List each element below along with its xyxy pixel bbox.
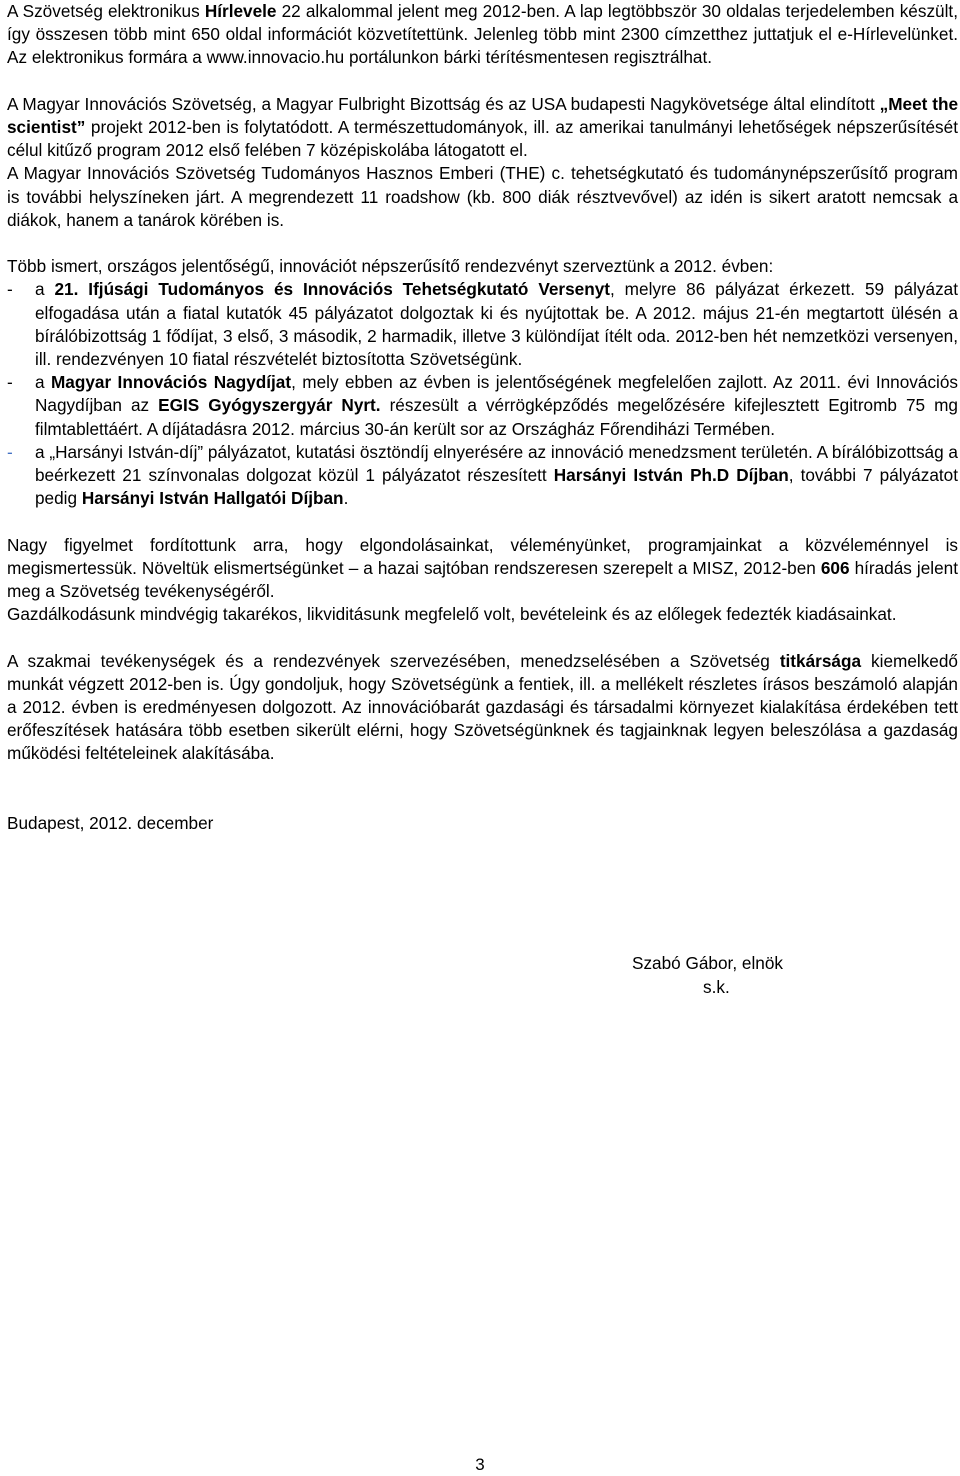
signature-sk: s.k. [703,977,730,997]
news-count: 606 [820,557,850,578]
text: , további 7 pályázatot pedig [35,465,958,509]
text: A Szövetség elektronikus [7,1,205,21]
document-page [7,0,958,835]
text: a [35,372,51,393]
place-date: Budapest, 2012. december [7,812,214,833]
page-number: 3 [475,1455,485,1474]
text: . [343,488,349,509]
event-name: 21. Ifjúsági Tudományos és Innovációs Tehetségkutató Versenyt [54,279,610,300]
paragraph-finances: Gazdálkodásunk mindvégig takarékos, likviditásunk megfelelő volt, bevételeink és az előlegek fedezték kiadásainkat. [7,604,897,625]
paragraph-publicity [7,534,958,604]
event-name: Magyar Innovációs Nagydíjat [50,372,292,393]
text: híradás jelent meg a Szövetség tevékenységéről. [7,557,958,602]
text: kiemelkedő munkát végzett 2012-ben is. Úgy gondoljuk, hogy Szövetségünk a fentiek, ill. a mellékelt részletes írásos beszámoló alapján a 2012. évben is eredményesen dolgozott. Az innovációbarát gazdasági és társadalmi környezet kialakítása érdekében tett erőfeszítések hatására több esetben sikerült elérni, hogy Szövetségünknek és tagjainknak legyen beleszólása a gazdaság működési feltételeinek alakításába. [7,650,958,764]
award-name: Harsányi István Ph.D Díjban [553,465,789,486]
paragraph-gap [7,70,958,93]
text: a [35,279,55,300]
paragraph-secretariat [7,650,958,766]
paragraph-gap [7,232,958,255]
paragraph-the-program: A Magyar Innovációs Szövetség Tudományos Hasznos Emberi (THE) c. tehetségkutató és tudománynépszerűsítő program is további helyszíneken járt. A megrendezett 11 roadshow (kb. 800 diák résztvevővel) az idén is sikert aratott nemcsak a diákok, hanem a tanárok körében is. [7,163,958,230]
text: a „Harsányi István-díj” pályázatot, kutatási ösztöndíj elnyerésére az innováció menedzsment területén. A bírálóbizottság a beérkezett 21 színvonalas dolgozat közül 1 pályázatot részesített [35,441,958,486]
text: A Magyar Innovációs Szövetség, a Magyar Fulbright Bizottság és az USA budapesti Nagykövetsége által elindított [7,93,880,114]
list-dash: - [7,441,13,462]
project-name: „Meet the scientist” [7,93,959,137]
award-name: Harsányi István Hallgatói Díjban [81,488,344,509]
paragraph-newsletter [7,0,958,70]
company-name: EGIS Gyógyszergyár Nyrt. [158,395,381,416]
text: 22 alkalommal jelent meg 2012-ben. A lap legtöbbször 30 oldalas terjedelemben készült, így összesen több mint 650 oldal információt közvetítettünk. Jelenleg több mint 2300 címzetthez juttatjuk el e-Hírlevelünket. Az elektronikus formára a www.innovacio.hu portálunkon bárki térítésmentesen regisztrálhat. [7,1,958,68]
text: , mely ebben az évben is jelentőségének megfelelően zajlott. Az 2011. évi Innovációs Nagydíjban az [35,372,959,416]
list-dash: - [7,279,13,300]
paragraph-gap [7,510,958,533]
text: részesült a vérrögképződés megelőzésére kifejlesztett Egitromb 75 mg filmtablettáért. A díjátadásra 2012. március 30-án került sor az Országház Főrendiházi Termében. [35,395,958,439]
list-item [7,278,958,371]
paragraph-events-intro: Több ismert, országos jelentőségű, innovációt népszerűsítő rendezvényt szerveztünk a 2012. évben: [7,256,774,277]
newsletter-name: Hírlevele [204,1,277,21]
secretariat: titkársága [779,650,862,671]
text: A szakmai tevékenységek és a rendezvények szervezésében, menedzselésében a Szövetség [7,650,780,671]
list-item [7,441,958,511]
text: Nagy figyelmet fordítottunk arra, hogy elgondolásainkat, véleményünket, programjainkat a közvéleménnyel is megismertessük. Növeltük elismertségünket – a hazai sajtóban rendszeresen szerepelt a MISZ, 2012-ben [7,534,958,578]
paragraph-gap [7,626,958,649]
paragraph-meet-the-scientist [7,93,958,163]
list-dash: - [7,372,13,393]
paragraph-gap [7,766,958,812]
signature-name: Szabó Gábor, elnök [632,953,783,973]
list-item [7,371,958,441]
text: projekt 2012-ben is folytatódott. A természettudományok, ill. az amerikai tanulmányi lehetőségek népszerűsítését célul kitűző program 2012 első felében 7 középiskolába látogatott el. [7,117,958,161]
text: , melyre 86 pályázat érkezett. 59 pályázat elfogadása után a fiatal kutatók 45 pályázatot dolgoztak ki és nyújtottak be. A 2012. május 21-én megtartott ülésén a bírálóbizottság 1 fődíjat, 3 első, 3 második, 2 harmadik, illetve 3 különdíjat ítélt oda. 2012-ben hét nemzetközi versenyen, ill. rendezvényen 10 fiatal részvételét biztosította Szövetségünk. [35,279,959,370]
